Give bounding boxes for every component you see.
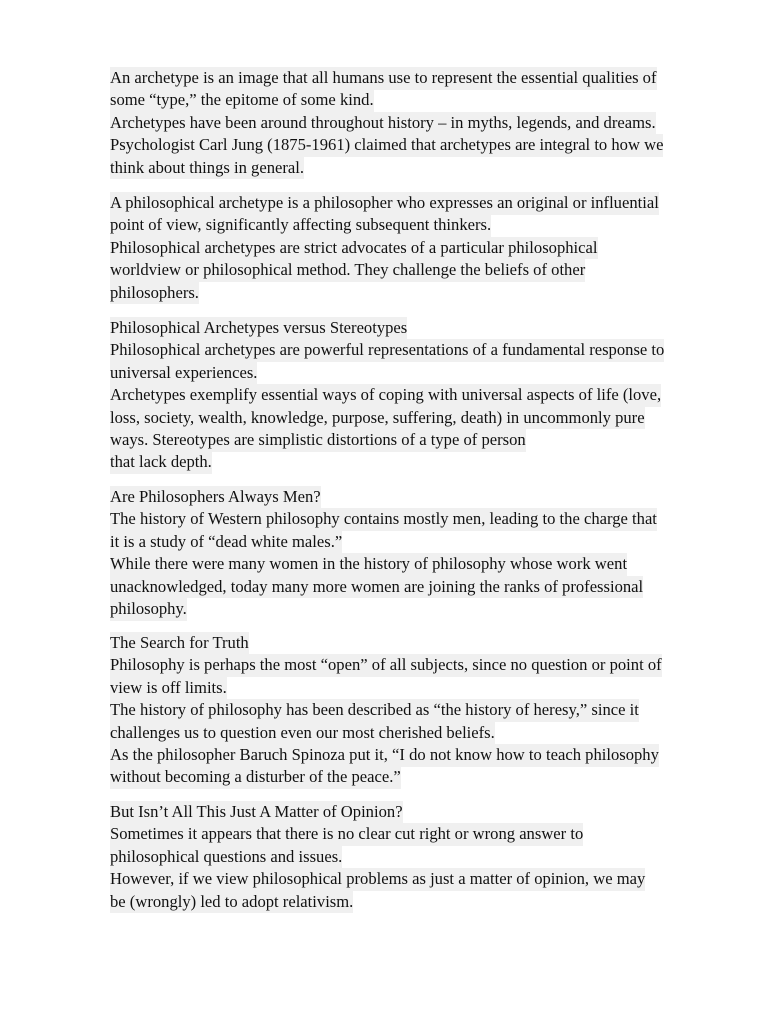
text-line: Psychologist Carl Jung (1875-1961) claimed that archetypes are integral to how we [110,134,663,157]
text-line: An archetype is an image that all humans use to represent the essential qualities of [110,67,657,90]
text-line: philosophers. [110,282,199,305]
text-line: Philosophical archetypes are powerful representations of a fundamental response to [110,339,664,362]
text-line: Archetypes have been around throughout history – in myths, legends, and dreams. [110,112,656,135]
text-line: However, if we view philosophical problems as just a matter of opinion, we may [110,868,645,891]
text-line: The history of Western philosophy contains mostly men, leading to the charge that [110,508,657,531]
text-line: Philosophical Archetypes versus Stereotypes [110,317,407,340]
text-line: that lack depth. [110,451,212,474]
text-line: Philosophy is perhaps the most “open” of all subjects, since no question or point of [110,654,662,677]
text-line: unacknowledged, today many more women are joining the ranks of professional [110,576,643,599]
text-line: The Search for Truth [110,632,249,655]
text-line: A philosophical archetype is a philosopher who expresses an original or influential [110,192,659,215]
text-line: But Isn’t All This Just A Matter of Opinion? [110,801,403,824]
text-line: be (wrongly) led to adopt relativism. [110,891,353,914]
text-line: some “type,” the epitome of some kind. [110,89,374,112]
text-line: loss, society, wealth, knowledge, purpose, suffering, death) in uncommonly pure [110,407,645,430]
text-line: Sometimes it appears that there is no clear cut right or wrong answer to [110,823,583,846]
text-line: As the philosopher Baruch Spinoza put it, “I do not know how to teach philosophy [110,744,659,767]
text-line: Are Philosophers Always Men? [110,486,321,509]
text-line: philosophy. [110,598,187,621]
text-line: worldview or philosophical method. They challenge the beliefs of other [110,259,585,282]
text-line: philosophical questions and issues. [110,846,342,869]
text-line: Philosophical archetypes are strict advocates of a particular philosophical [110,237,598,260]
text-line: think about things in general. [110,157,304,180]
text-line: point of view, significantly affecting subsequent thinkers. [110,214,491,237]
text-line: The history of philosophy has been described as “the history of heresy,” since it [110,699,639,722]
text-line: without becoming a disturber of the peace.” [110,766,401,789]
text-line: universal experiences. [110,362,257,385]
text-line: it is a study of “dead white males.” [110,531,342,554]
text-line: While there were many women in the history of philosophy whose work went [110,553,627,576]
text-line: ways. Stereotypes are simplistic distortions of a type of person [110,429,526,452]
text-line: view is off limits. [110,677,227,700]
text-line: Archetypes exemplify essential ways of coping with universal aspects of life (love, [110,384,661,407]
text-line: challenges us to question even our most cherished beliefs. [110,722,495,745]
